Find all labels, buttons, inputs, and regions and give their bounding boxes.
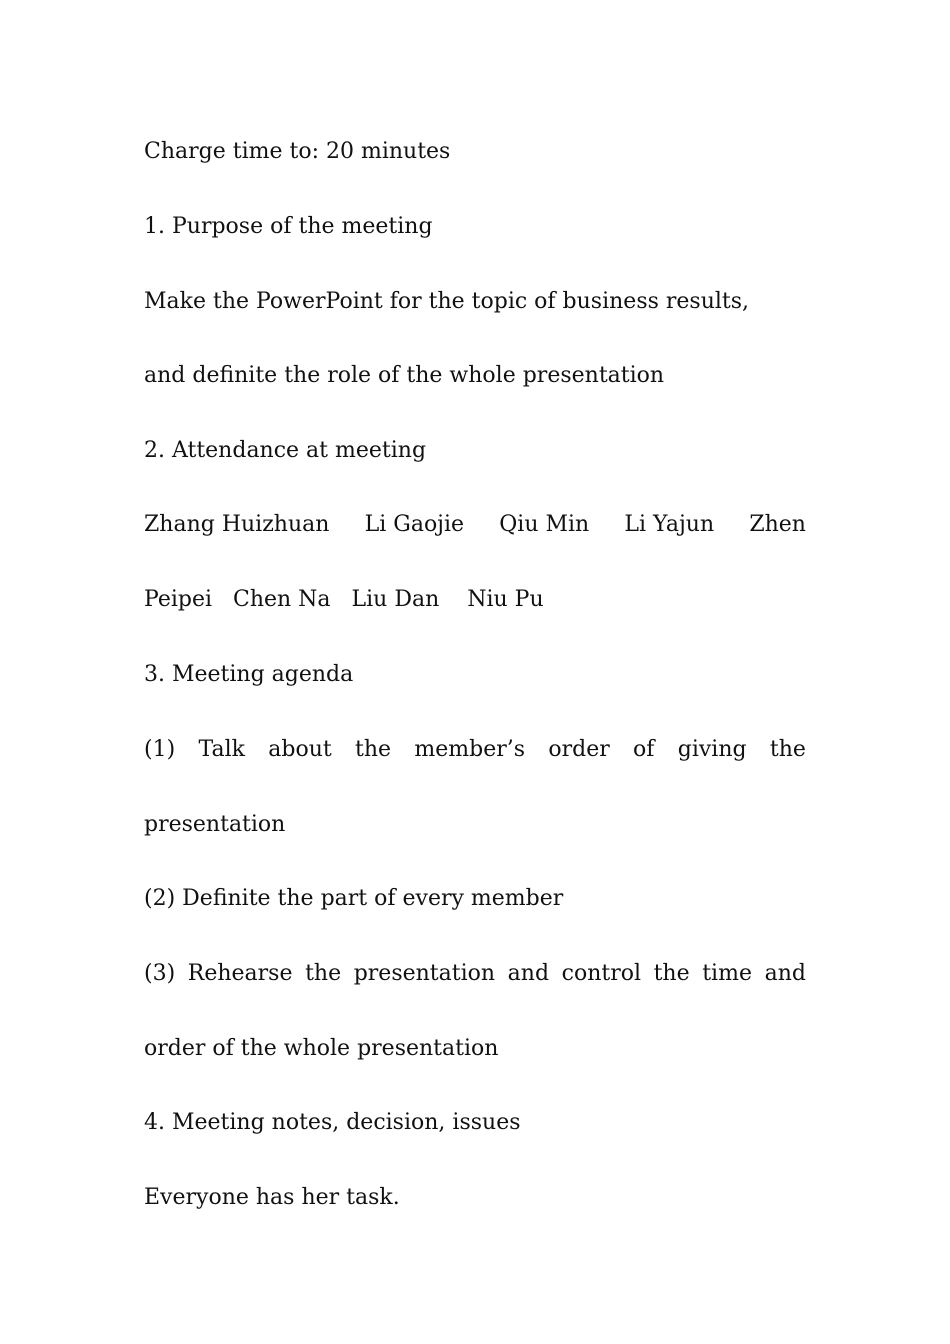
agenda-heading: 3. Meeting agenda <box>144 662 354 687</box>
notes-heading: 4. Meeting notes, decision, issues <box>144 1110 521 1135</box>
word: of <box>633 737 655 762</box>
attendance-line-2: Peipei Chen Na Liu Dan Niu Pu <box>144 587 544 612</box>
word: about <box>268 737 332 762</box>
word: presentation <box>353 961 496 986</box>
word: time <box>702 961 752 986</box>
purpose-heading: 1. Purpose of the meeting <box>144 214 433 239</box>
word: (1) <box>144 737 176 762</box>
attendee-name: Zhang Huizhuan <box>144 512 330 537</box>
word: the <box>769 737 806 762</box>
word: Talk <box>198 737 245 762</box>
word: (3) <box>144 961 176 986</box>
word: control <box>561 961 641 986</box>
word: the <box>653 961 690 986</box>
charge-time-line: Charge time to: 20 minutes <box>144 139 451 164</box>
agenda-item-3-line-1 <box>144 959 806 989</box>
agenda-item-1-line-2: presentation <box>144 812 286 837</box>
agenda-item-1-line-1 <box>144 735 806 765</box>
purpose-text-line-2: and definite the role of the whole presentation <box>144 363 665 388</box>
attendance-line-1 <box>144 510 806 540</box>
word: order <box>548 737 610 762</box>
attendee-name: Zhen <box>749 512 806 537</box>
word: giving <box>677 737 747 762</box>
agenda-item-2: (2) Definite the part of every member <box>144 886 564 911</box>
word: the <box>355 737 392 762</box>
word: member’s <box>414 737 526 762</box>
purpose-text-line-1: Make the PowerPoint for the topic of business results, <box>144 289 750 314</box>
word: and <box>507 961 550 986</box>
word: Rehearse <box>187 961 293 986</box>
agenda-item-3-line-2: order of the whole presentation <box>144 1036 499 1061</box>
attendee-name: Li Yajun <box>624 512 715 537</box>
attendee-name: Li Gaojie <box>364 512 465 537</box>
notes-text: Everyone has her task. <box>144 1185 400 1210</box>
word: the <box>305 961 342 986</box>
word: and <box>764 961 806 986</box>
attendee-name: Qiu Min <box>499 512 590 537</box>
attendance-heading: 2. Attendance at meeting <box>144 438 427 463</box>
